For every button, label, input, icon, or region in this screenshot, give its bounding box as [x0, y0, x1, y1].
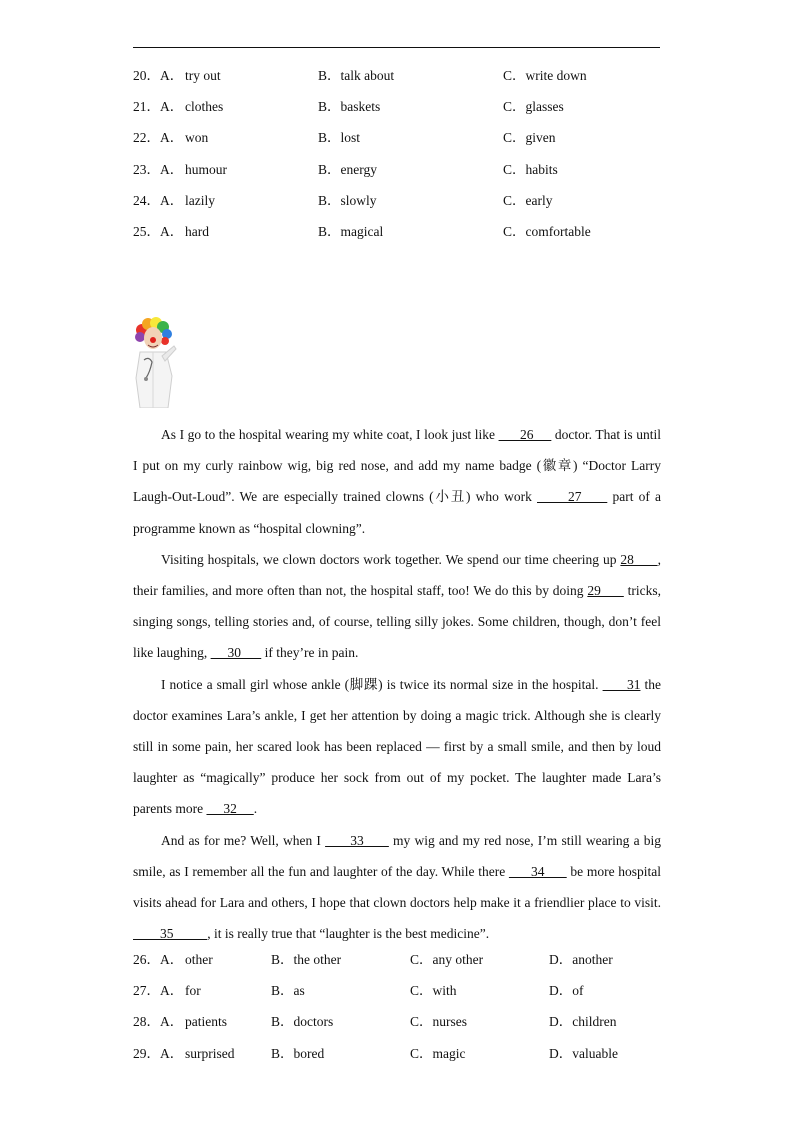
question-number: 29．A． [133, 1045, 184, 1061]
blank-28: 28 [620, 551, 658, 567]
blank-34: 34 [508, 863, 567, 879]
text: . [253, 801, 258, 817]
option-row-26 [133, 950, 660, 981]
option-d: D．of [549, 983, 584, 999]
option-b: B．baskets [318, 99, 381, 115]
text: be more hospital visits ahead for Lara and others, I hope that clown doctors help make it a friendlier place to visit. [133, 863, 662, 911]
options-26-29 [133, 950, 660, 1075]
text: And as for me? Well, when I [161, 832, 326, 848]
option-c: C．magic [410, 1045, 466, 1061]
option-a: for [185, 983, 201, 999]
option-row-20 [133, 66, 660, 97]
question-number: 21．A． [133, 99, 184, 115]
option-a: other [185, 952, 213, 967]
text: doctor. That is until I put on my curly rainbow wig, big red nose, and add my name badge (徽章) “Doctor Larry Laugh-Out-Loud”. We are especially trained clowns (小丑) who work [133, 427, 661, 505]
option-a: humour [185, 161, 227, 177]
top-rule [133, 47, 660, 48]
option-row-28 [133, 1012, 660, 1043]
article-paragraph-4 [133, 825, 661, 950]
text: tricks, singing songs, telling stories and, of course, telling silly jokes. Some children, though, don’t feel like laughing, [133, 583, 661, 661]
option-c: C．glasses [503, 99, 564, 115]
text: I notice a small girl whose ankle (脚踝) is twice its normal size in the hospital. [161, 676, 603, 692]
question-number: 23．A． [133, 161, 184, 177]
option-b: B．the other [271, 952, 342, 967]
option-c: C．write down [503, 68, 587, 83]
option-row-27 [133, 981, 660, 1012]
blank-26: 26 [498, 427, 552, 442]
text: the doctor examines Lara’s ankle, I get her attention by doing a magic trick. Although she is clearly still in some pain, her scared look has been replaced — first by a small smile, and then by loud laughter as “magically” produce her sock from out of my pocket. The laughter made Lara’s parents more [133, 676, 662, 817]
option-b: B．bored [271, 1045, 325, 1061]
blank-33: 33 [325, 832, 389, 848]
option-b: B．slowly [318, 192, 377, 208]
option-a: patients [185, 1014, 227, 1030]
blank-29: 29 [587, 583, 624, 599]
option-row-23 [133, 160, 660, 191]
question-number: 24．A． [133, 192, 184, 208]
text: As I go to the hospital wearing my white coat, I look just like [161, 427, 499, 442]
option-b: B．doctors [271, 1014, 334, 1030]
option-d: D．another [549, 952, 613, 967]
option-b: B．as [271, 983, 305, 999]
question-number: 28．A． [133, 1014, 184, 1030]
article-paragraph-2 [133, 544, 661, 669]
option-a: won [185, 130, 209, 146]
article-paragraph-3 [133, 669, 661, 825]
text: , it is really true that “laughter is the best medicine”. [207, 926, 490, 942]
blank-32: 32 [206, 801, 254, 817]
option-row-29 [133, 1044, 660, 1075]
clown-doctor-image [132, 316, 178, 408]
option-c: C．given [503, 130, 556, 146]
question-number: 25．A． [133, 223, 184, 239]
option-c: C．comfortable [503, 223, 591, 239]
question-number: 26．A． [133, 952, 184, 967]
article-paragraph-1 [133, 419, 661, 544]
option-a: lazily [185, 192, 215, 208]
option-c: C．early [503, 192, 553, 208]
text: part of a programme known as “hospital clowning”. [133, 489, 662, 536]
option-row-22 [133, 128, 660, 159]
option-c: C．habits [503, 161, 558, 177]
option-a: try out [185, 68, 221, 83]
option-c: C．nurses [410, 1014, 467, 1030]
text: my wig and my red nose, I’m still wearing a big smile, as I remember all the fun and laughter of the day. While there [133, 832, 662, 879]
blank-35: 35 [133, 926, 208, 942]
option-b: B．lost [318, 130, 361, 146]
option-a: surprised [185, 1045, 235, 1061]
question-number: 20．A． [133, 68, 184, 83]
question-number: 22．A． [133, 130, 184, 146]
text: if they’re in pain. [261, 645, 359, 661]
option-row-21 [133, 97, 660, 128]
option-b: B．energy [318, 161, 377, 177]
options-20-25 [133, 66, 660, 253]
option-b: B．talk about [318, 68, 395, 83]
text: Visiting hospitals, we clown doctors work together. We spend our time cheering up [161, 551, 621, 567]
option-a: hard [185, 223, 209, 239]
text: , their families, and more often than not, the hospital staff, too! We do this by doing [133, 551, 661, 599]
option-a: clothes [185, 99, 224, 115]
option-row-25 [133, 222, 660, 253]
option-c: C．with [410, 983, 457, 999]
option-row-24 [133, 191, 660, 222]
blank-30: 30 [210, 645, 262, 661]
blank-31: 31 [602, 676, 641, 692]
article [133, 419, 661, 949]
question-number: 27．A． [133, 983, 184, 999]
option-c: C．any other [410, 952, 484, 967]
blank-27: 27 [537, 489, 608, 505]
option-b: B．magical [318, 223, 384, 239]
option-d: D．valuable [549, 1045, 618, 1061]
option-d: D．children [549, 1014, 617, 1030]
